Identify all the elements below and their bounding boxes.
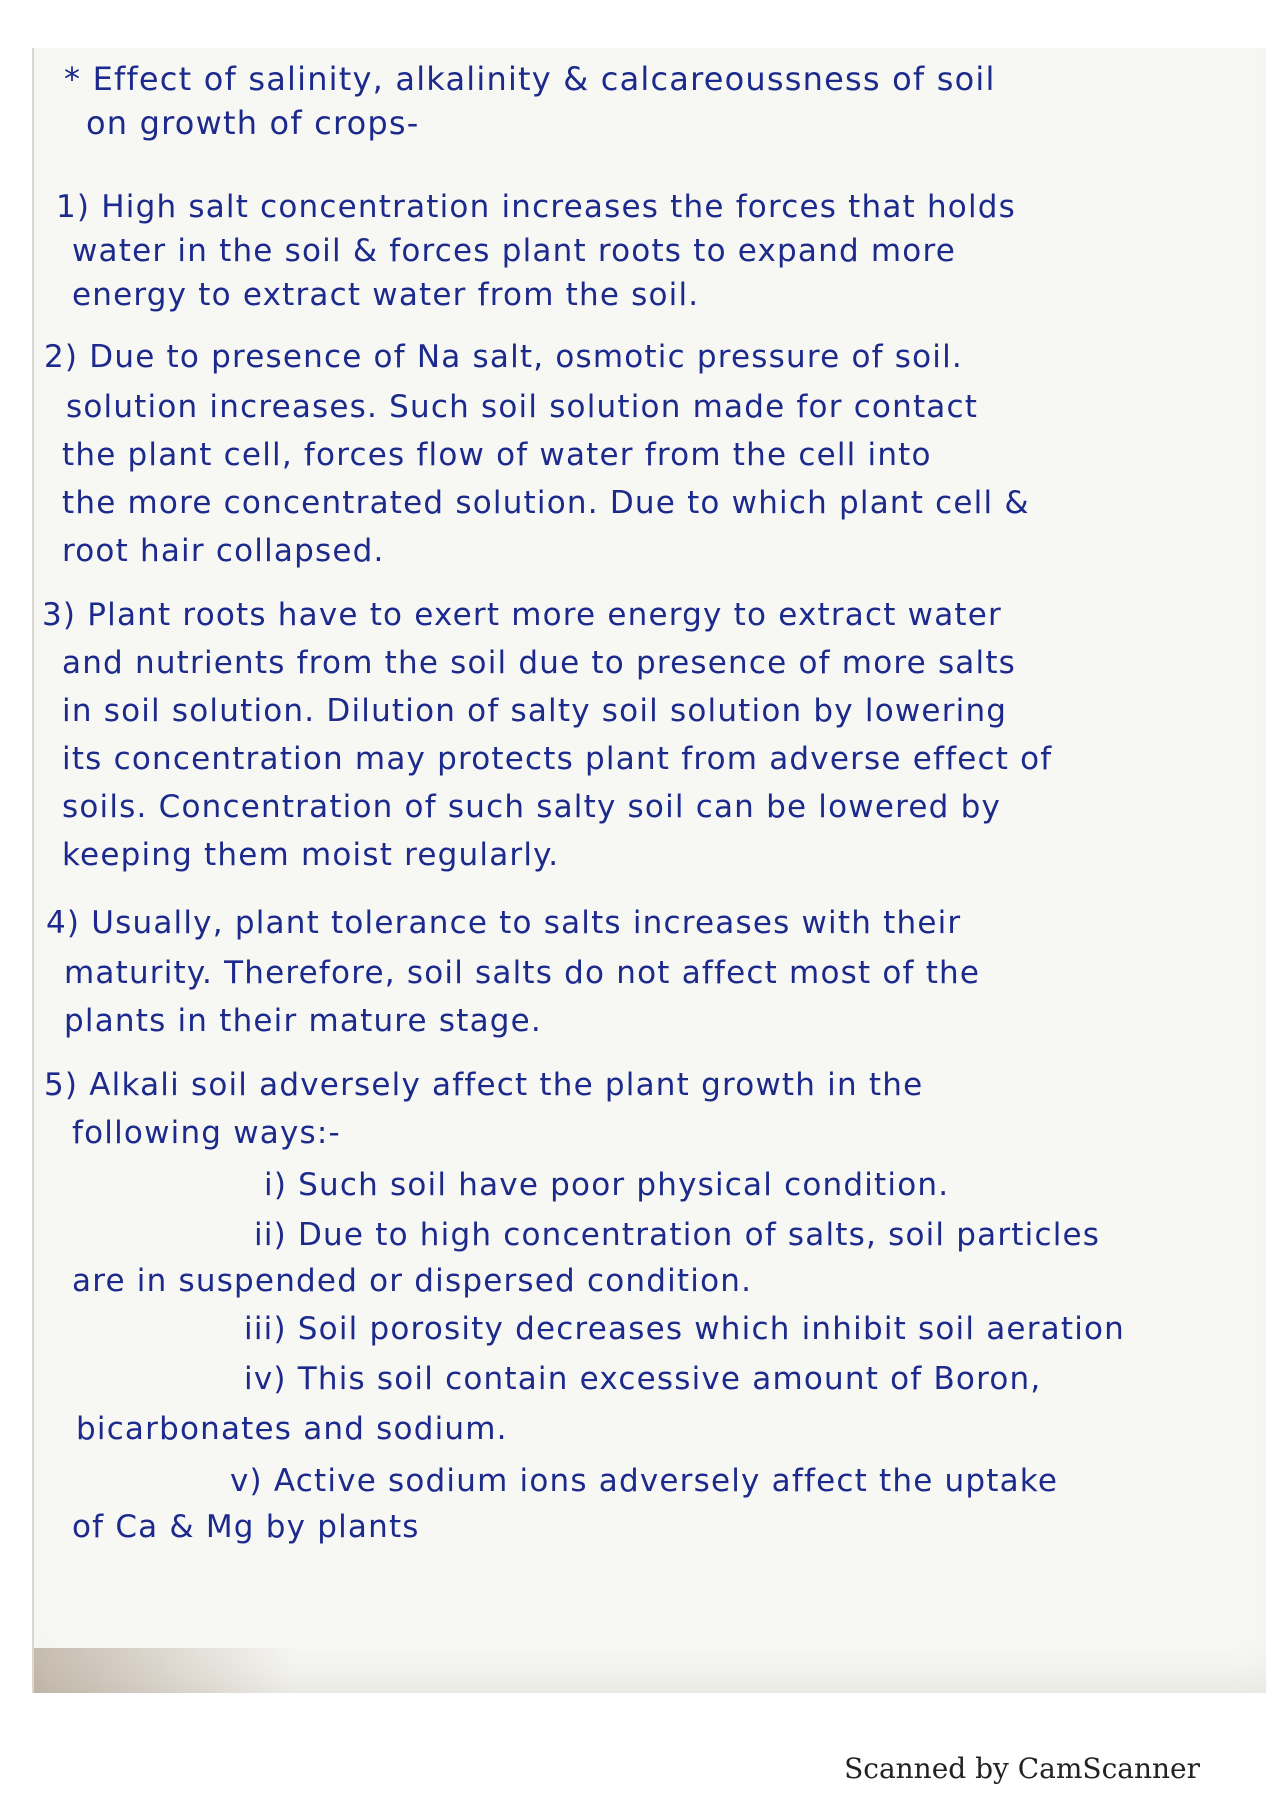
point-3-line-6: keeping them moist regularly. <box>62 837 560 873</box>
point-3-line-3: in soil solution. Dilution of salty soil solution by lowering <box>62 693 1008 729</box>
point-2-line-4: the more concentrated solution. Due to which plant cell & <box>62 485 1030 521</box>
subpoint-v-line-1: v) Active sodium ions adversely affect the uptake <box>230 1463 1059 1499</box>
subpoint-ii-line-1: ii) Due to high concentration of salts, soil particles <box>254 1217 1101 1253</box>
point-1-line-1: 1) High salt concentration increases the forces that holds <box>56 189 1017 225</box>
point-4-line-1: 4) Usually, plant tolerance to salts increases with their <box>46 905 962 941</box>
point-3-line-5: soils. Concentration of such salty soil can be lowered by <box>62 789 1001 825</box>
point-5-line-1: 5) Alkali soil adversely affect the plant growth in the <box>44 1067 924 1103</box>
point-1-line-3: energy to extract water from the soil. <box>72 277 700 313</box>
point-3-line-4: its concentration may protects plant from adverse effect of <box>62 741 1053 777</box>
point-4-line-3: plants in their mature stage. <box>64 1003 542 1039</box>
notebook-page <box>32 48 1266 1693</box>
point-1-line-2: water in the soil & forces plant roots to expand more <box>72 233 957 269</box>
title-line-2: on growth of crops- <box>86 104 420 142</box>
point-4-line-2: maturity. Therefore, soil salts do not affect most of the <box>64 955 981 991</box>
subpoint-i-line-1: i) Such soil have poor physical condition. <box>264 1167 950 1203</box>
page-smudge <box>34 1648 294 1693</box>
point-2-line-5: root hair collapsed. <box>62 533 385 569</box>
subpoint-ii-line-2: are in suspended or dispersed condition. <box>72 1263 753 1299</box>
subpoint-iv-line-2: bicarbonates and sodium. <box>76 1411 508 1447</box>
point-2-line-3: the plant cell, forces flow of water from the cell into <box>62 437 932 473</box>
point-3-line-2: and nutrients from the soil due to presence of more salts <box>62 645 1017 681</box>
point-2-line-2: solution increases. Such soil solution made for contact <box>66 389 979 425</box>
point-5-line-2: following ways:- <box>72 1115 341 1151</box>
title-line-1: * Effect of salinity, alkalinity & calcareoussness of soil <box>64 60 996 98</box>
subpoint-iii-line-1: iii) Soil porosity decreases which inhibit soil aeration <box>244 1311 1126 1347</box>
scanner-watermark: Scanned by CamScanner <box>844 1752 1200 1785</box>
subpoint-iv-line-1: iv) This soil contain excessive amount of Boron, <box>244 1361 1042 1397</box>
subpoint-v-line-2: of Ca & Mg by plants <box>72 1509 420 1545</box>
point-3-line-1: 3) Plant roots have to exert more energy to extract water <box>42 597 1002 633</box>
point-2-line-1: 2) Due to presence of Na salt, osmotic pressure of soil. <box>44 339 963 375</box>
